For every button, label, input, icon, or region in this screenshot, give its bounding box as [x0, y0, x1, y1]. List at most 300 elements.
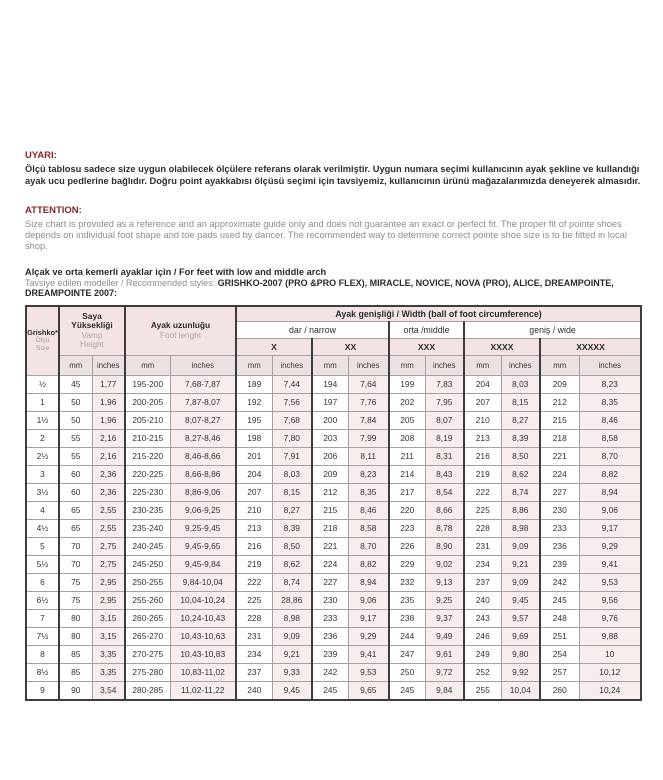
value-cell: 60	[59, 483, 92, 501]
foot-header-tr: Ayak uzunluğu	[150, 320, 211, 331]
value-cell: 195-200	[125, 375, 170, 393]
unit-header-mm: mm	[125, 355, 170, 375]
value-cell: 8,23	[348, 465, 389, 483]
value-cell: 9,41	[348, 645, 389, 663]
value-cell: 1,96	[92, 411, 125, 429]
value-cell: 195	[236, 411, 272, 429]
value-cell: 234	[236, 645, 272, 663]
size-cell: 5½	[26, 555, 59, 573]
value-cell: 221	[312, 537, 348, 555]
value-cell: 218	[540, 429, 579, 447]
value-cell: 8,78	[425, 519, 464, 537]
value-cell: 216	[464, 447, 501, 465]
size-cell: 2½	[26, 447, 59, 465]
vamp-header-tr: Saya Yüksekliği	[71, 311, 113, 331]
value-cell: 207	[236, 483, 272, 501]
value-cell: 280-285	[125, 681, 170, 700]
table-row	[26, 429, 641, 447]
value-cell: 9,69	[501, 627, 540, 645]
col-header-xxxx: XXXX	[464, 338, 540, 355]
value-cell: 7,76	[348, 393, 389, 411]
value-cell: 189	[236, 375, 272, 393]
value-cell: 9,37	[425, 609, 464, 627]
value-cell: 3,15	[92, 627, 125, 645]
value-cell: 9,06	[348, 591, 389, 609]
value-cell: 192	[236, 393, 272, 411]
table-row	[26, 681, 641, 700]
value-cell: 9,49	[425, 627, 464, 645]
value-cell: 8,11	[348, 447, 389, 465]
table-row	[26, 609, 641, 627]
value-cell: 270-275	[125, 645, 170, 663]
unit-header-inches: inches	[170, 355, 236, 375]
table-row	[26, 573, 641, 591]
value-cell: 8,35	[579, 393, 641, 411]
value-cell: 215	[312, 501, 348, 519]
value-cell: 10,43-10,83	[170, 645, 236, 663]
value-cell: 9,29	[348, 627, 389, 645]
value-cell: 8,54	[425, 483, 464, 501]
value-cell: 215-220	[125, 447, 170, 465]
value-cell: 217	[389, 483, 425, 501]
value-cell: 255-260	[125, 591, 170, 609]
unit-header-mm: mm	[59, 355, 92, 375]
value-cell: 265-270	[125, 627, 170, 645]
value-cell: 229	[389, 555, 425, 573]
size-cell: 6½	[26, 591, 59, 609]
value-cell: 3,54	[92, 681, 125, 700]
value-cell: 80	[59, 627, 92, 645]
value-cell: 70	[59, 537, 92, 555]
value-cell: 7,95	[425, 393, 464, 411]
size-cell: 1½	[26, 411, 59, 429]
col-header-size	[26, 306, 59, 376]
size-cell: 8	[26, 645, 59, 663]
value-cell: 7,87-8,07	[170, 393, 236, 411]
value-cell: 231	[464, 537, 501, 555]
value-cell: 200	[312, 411, 348, 429]
value-cell: 3,35	[92, 645, 125, 663]
value-cell: 8,46	[579, 411, 641, 429]
unit-header-inches: inches	[579, 355, 641, 375]
value-cell: 203	[312, 429, 348, 447]
value-cell: 8,94	[348, 573, 389, 591]
value-cell: 50	[59, 393, 92, 411]
value-cell: 9,25	[425, 591, 464, 609]
value-cell: 209	[312, 465, 348, 483]
value-cell: 55	[59, 429, 92, 447]
value-cell: 9,06	[579, 501, 641, 519]
unit-header-mm: mm	[312, 355, 348, 375]
value-cell: 9,33	[272, 663, 312, 681]
table-row	[26, 663, 641, 681]
value-cell: 9,25-9,45	[170, 519, 236, 537]
value-cell: 239	[312, 645, 348, 663]
value-cell: 230-235	[125, 501, 170, 519]
value-cell: 10,24-10,43	[170, 609, 236, 627]
value-cell: 8,74	[272, 573, 312, 591]
value-cell: 213	[236, 519, 272, 537]
value-cell: 8,50	[501, 447, 540, 465]
value-cell: 207	[464, 393, 501, 411]
value-cell: 9,09	[501, 573, 540, 591]
value-cell: 8,62	[272, 555, 312, 573]
value-cell: 227	[312, 573, 348, 591]
value-cell: 249	[464, 645, 501, 663]
value-cell: 245-250	[125, 555, 170, 573]
value-cell: 230	[540, 501, 579, 519]
value-cell: 237	[464, 573, 501, 591]
value-cell: 213	[464, 429, 501, 447]
table-row	[26, 393, 641, 411]
value-cell: 8,66-8,86	[170, 465, 236, 483]
section-title: Alçak ve orta kemerli ayaklar için / For feet with low and middle arch	[25, 266, 327, 277]
value-cell: 50	[59, 411, 92, 429]
col-header-middle: orta /middle	[389, 321, 464, 338]
size-cell: 4½	[26, 519, 59, 537]
table-row	[26, 411, 641, 429]
value-cell: 8,15	[272, 483, 312, 501]
warning-body-tr: Ölçü tablosu sadece size uygun olabilecek ölçülere referans olarak verilmiştir. Uygun numara seçimi kullanıcının ayak şekline ve kullandığı ayak ucu pedlerine bağlıdır. Doğru point ayakkabısı ölçüsü seçimi için tavsiyemiz, kullanıcının ürünü mağazalarımızda deneyerek almasıdır.	[25, 164, 641, 186]
value-cell: 28,86	[272, 591, 312, 609]
value-cell: 7,83	[425, 375, 464, 393]
col-header-xxxxx: XXXXX	[540, 338, 641, 355]
value-cell: 7,99	[348, 429, 389, 447]
value-cell: 8,70	[348, 537, 389, 555]
value-cell: 260	[540, 681, 579, 700]
value-cell: 9,09	[272, 627, 312, 645]
value-cell: 8,46	[348, 501, 389, 519]
unit-header-mm: mm	[540, 355, 579, 375]
value-cell: 236	[312, 627, 348, 645]
table-row	[26, 447, 641, 465]
size-header-size: Size	[35, 344, 50, 352]
page-content	[25, 150, 641, 701]
value-cell: 246	[464, 627, 501, 645]
value-cell: 242	[540, 573, 579, 591]
value-cell: 197	[312, 393, 348, 411]
value-cell: 9,61	[425, 645, 464, 663]
value-cell: 2,75	[92, 555, 125, 573]
col-header-width-group: Ayak genişliği / Width (ball of foot circumference)	[236, 306, 641, 322]
value-cell: 227	[540, 483, 579, 501]
value-cell: 8,07	[425, 411, 464, 429]
value-cell: 257	[540, 663, 579, 681]
value-cell: 210-215	[125, 429, 170, 447]
recommended-styles-label: Tavsiye edilen modeller / Recommended styles:	[25, 277, 218, 288]
attention-title-en: ATTENTION:	[25, 204, 82, 216]
value-cell: 8,35	[348, 483, 389, 501]
value-cell: 9,17	[348, 609, 389, 627]
value-cell: 9,56	[579, 591, 641, 609]
value-cell: 8,70	[579, 447, 641, 465]
value-cell: 220	[389, 501, 425, 519]
table-row	[26, 645, 641, 663]
value-cell: 235-240	[125, 519, 170, 537]
value-cell: 228	[464, 519, 501, 537]
size-table-body	[26, 375, 641, 700]
value-cell: 222	[464, 483, 501, 501]
table-row	[26, 375, 641, 393]
value-cell: 232	[389, 573, 425, 591]
value-cell: 205-210	[125, 411, 170, 429]
value-cell: 218	[312, 519, 348, 537]
value-cell: 8,62	[501, 465, 540, 483]
value-cell: 205	[389, 411, 425, 429]
value-cell: 9,06-9,25	[170, 501, 236, 519]
value-cell: 8,19	[425, 429, 464, 447]
value-cell: 11,02-11,22	[170, 681, 236, 700]
value-cell: 9,21	[501, 555, 540, 573]
value-cell: 9,13	[425, 573, 464, 591]
value-cell: 236	[540, 537, 579, 555]
value-cell: 9,76	[579, 609, 641, 627]
value-cell: 206	[312, 447, 348, 465]
value-cell: 7,68-7,87	[170, 375, 236, 393]
value-cell: 245	[389, 681, 425, 700]
value-cell: 2,75	[92, 537, 125, 555]
value-cell: 60	[59, 465, 92, 483]
value-cell: 245	[540, 591, 579, 609]
value-cell: 239	[540, 555, 579, 573]
value-cell: 234	[464, 555, 501, 573]
value-cell: 10,04	[501, 681, 540, 700]
value-cell: 8,03	[272, 465, 312, 483]
value-cell: 8,27-8,46	[170, 429, 236, 447]
unit-header-mm: mm	[389, 355, 425, 375]
value-cell: 221	[540, 447, 579, 465]
table-row	[26, 555, 641, 573]
table-header	[26, 306, 641, 376]
recommended-styles-value: GRISHKO-2007 (PRO &PRO FLEX), MIRACLE, NOVICE, NOVA (PRO), ALICE, DREAMPOINTE, DREAMPOINTE 2007:	[25, 277, 614, 298]
value-cell: 2,55	[92, 519, 125, 537]
value-cell: 10,43-10,63	[170, 627, 236, 645]
value-cell: 220-225	[125, 465, 170, 483]
size-cell: 8½	[26, 663, 59, 681]
value-cell: 9,29	[579, 537, 641, 555]
value-cell: 9,80	[501, 645, 540, 663]
value-cell: 8,23	[579, 375, 641, 393]
value-cell: 240	[236, 681, 272, 700]
size-header-brand: Grishko*	[27, 328, 58, 338]
value-cell: 228	[236, 609, 272, 627]
value-cell: 8,58	[348, 519, 389, 537]
value-cell: 210	[464, 411, 501, 429]
size-cell: 5	[26, 537, 59, 555]
value-cell: 9,41	[579, 555, 641, 573]
value-cell: 7,64	[348, 375, 389, 393]
value-cell: 90	[59, 681, 92, 700]
value-cell: 75	[59, 573, 92, 591]
value-cell: 9,92	[501, 663, 540, 681]
value-cell: 240	[464, 591, 501, 609]
value-cell: 222	[236, 573, 272, 591]
col-header-xxx: XXX	[389, 338, 464, 355]
value-cell: 199	[389, 375, 425, 393]
value-cell: 2,55	[92, 501, 125, 519]
value-cell: 8,31	[425, 447, 464, 465]
value-cell: 201	[236, 447, 272, 465]
value-cell: 85	[59, 645, 92, 663]
value-cell: 8,27	[501, 411, 540, 429]
value-cell: 8,74	[501, 483, 540, 501]
size-cell: 3	[26, 465, 59, 483]
size-chart-table	[25, 305, 642, 701]
header-row-groups	[26, 306, 641, 322]
value-cell: 1,77	[92, 375, 125, 393]
col-header-narrow: dar / narrow	[236, 321, 389, 338]
value-cell: 55	[59, 447, 92, 465]
value-cell: 65	[59, 501, 92, 519]
value-cell: 233	[312, 609, 348, 627]
col-header-wide: geniş / wide	[464, 321, 641, 338]
size-cell: 3½	[26, 483, 59, 501]
value-cell: 252	[464, 663, 501, 681]
value-cell: 80	[59, 609, 92, 627]
value-cell: 8,07-8,27	[170, 411, 236, 429]
value-cell: 210	[236, 501, 272, 519]
value-cell: 247	[389, 645, 425, 663]
value-cell: 204	[464, 375, 501, 393]
value-cell: 194	[312, 375, 348, 393]
value-cell: 10,04-10,24	[170, 591, 236, 609]
size-cell: 7	[26, 609, 59, 627]
value-cell: 9,57	[501, 609, 540, 627]
value-cell: 7,68	[272, 411, 312, 429]
value-cell: 202	[389, 393, 425, 411]
value-cell: 260-265	[125, 609, 170, 627]
value-cell: 10,83-11,02	[170, 663, 236, 681]
value-cell: 209	[540, 375, 579, 393]
value-cell: 240-245	[125, 537, 170, 555]
vamp-header-en: Vamp Height	[80, 330, 104, 350]
value-cell: 3,35	[92, 663, 125, 681]
value-cell: 9,65	[348, 681, 389, 700]
size-cell: 9	[26, 681, 59, 700]
value-cell: 9,45	[501, 591, 540, 609]
value-cell: 10,24	[579, 681, 641, 700]
size-cell: 4	[26, 501, 59, 519]
value-cell: 8,98	[501, 519, 540, 537]
value-cell: 9,84	[425, 681, 464, 700]
value-cell: 235	[389, 591, 425, 609]
value-cell: 8,58	[579, 429, 641, 447]
value-cell: 219	[464, 465, 501, 483]
value-cell: 237	[236, 663, 272, 681]
value-cell: 8,86-9,06	[170, 483, 236, 501]
value-cell: 70	[59, 555, 92, 573]
value-cell: 1,96	[92, 393, 125, 411]
size-header-olcu: Ölçü	[35, 337, 50, 345]
attention-body-en: Size chart is provided as a reference and an approximate guide only and does not guarantee an exact or perfect fit. The proper fit of pointe shoes depends on individual foot shape and toe pads used by dancer. The recommended way to determine correct pointe shoe size is to be fitted in local shop.	[25, 218, 627, 252]
recommended-styles-line	[25, 278, 641, 298]
value-cell: 208	[389, 429, 425, 447]
col-header-x: X	[236, 338, 312, 355]
value-cell: 9,21	[272, 645, 312, 663]
value-cell: 231	[236, 627, 272, 645]
value-cell: 200-205	[125, 393, 170, 411]
table-row	[26, 537, 641, 555]
value-cell: 212	[312, 483, 348, 501]
value-cell: 8,90	[425, 537, 464, 555]
header-row-units	[26, 355, 641, 375]
table-row	[26, 501, 641, 519]
unit-header-inches: inches	[501, 355, 540, 375]
unit-header-mm: mm	[464, 355, 501, 375]
value-cell: 9,84-10,04	[170, 573, 236, 591]
table-row	[26, 627, 641, 645]
value-cell: 8,39	[272, 519, 312, 537]
value-cell: 8,15	[501, 393, 540, 411]
value-cell: 10,12	[579, 663, 641, 681]
value-cell: 9,45	[272, 681, 312, 700]
unit-header-inches: inches	[92, 355, 125, 375]
table-row	[26, 519, 641, 537]
value-cell: 226	[389, 537, 425, 555]
value-cell: 242	[312, 663, 348, 681]
value-cell: 2,95	[92, 591, 125, 609]
value-cell: 2,16	[92, 429, 125, 447]
unit-header-inches: inches	[425, 355, 464, 375]
size-cell: 1	[26, 393, 59, 411]
value-cell: 8,82	[348, 555, 389, 573]
value-cell: 216	[236, 537, 272, 555]
value-cell: 224	[540, 465, 579, 483]
value-cell: 238	[389, 609, 425, 627]
value-cell: 3,15	[92, 609, 125, 627]
value-cell: 250	[389, 663, 425, 681]
value-cell: 7,56	[272, 393, 312, 411]
col-header-xx: XX	[312, 338, 389, 355]
value-cell: 45	[59, 375, 92, 393]
value-cell: 8,39	[501, 429, 540, 447]
value-cell: 10	[579, 645, 641, 663]
value-cell: 215	[540, 411, 579, 429]
value-cell: 233	[540, 519, 579, 537]
value-cell: 8,86	[501, 501, 540, 519]
size-cell: 2	[26, 429, 59, 447]
value-cell: 2,95	[92, 573, 125, 591]
col-header-foot-length	[125, 306, 236, 356]
value-cell: 8,66	[425, 501, 464, 519]
value-cell: 245	[312, 681, 348, 700]
col-header-vamp	[59, 306, 125, 356]
size-cell: ½	[26, 375, 59, 393]
value-cell: 8,98	[272, 609, 312, 627]
value-cell: 254	[540, 645, 579, 663]
value-cell: 211	[389, 447, 425, 465]
value-cell: 8,46-8,66	[170, 447, 236, 465]
value-cell: 244	[389, 627, 425, 645]
value-cell: 230	[312, 591, 348, 609]
value-cell: 9,72	[425, 663, 464, 681]
value-cell: 219	[236, 555, 272, 573]
value-cell: 224	[312, 555, 348, 573]
value-cell: 225-230	[125, 483, 170, 501]
value-cell: 8,94	[579, 483, 641, 501]
value-cell: 8,03	[501, 375, 540, 393]
value-cell: 214	[389, 465, 425, 483]
value-cell: 9,09	[501, 537, 540, 555]
value-cell: 9,53	[348, 663, 389, 681]
value-cell: 250-255	[125, 573, 170, 591]
value-cell: 255	[464, 681, 501, 700]
value-cell: 225	[464, 501, 501, 519]
value-cell: 7,91	[272, 447, 312, 465]
value-cell: 8,50	[272, 537, 312, 555]
value-cell: 225	[236, 591, 272, 609]
value-cell: 223	[389, 519, 425, 537]
